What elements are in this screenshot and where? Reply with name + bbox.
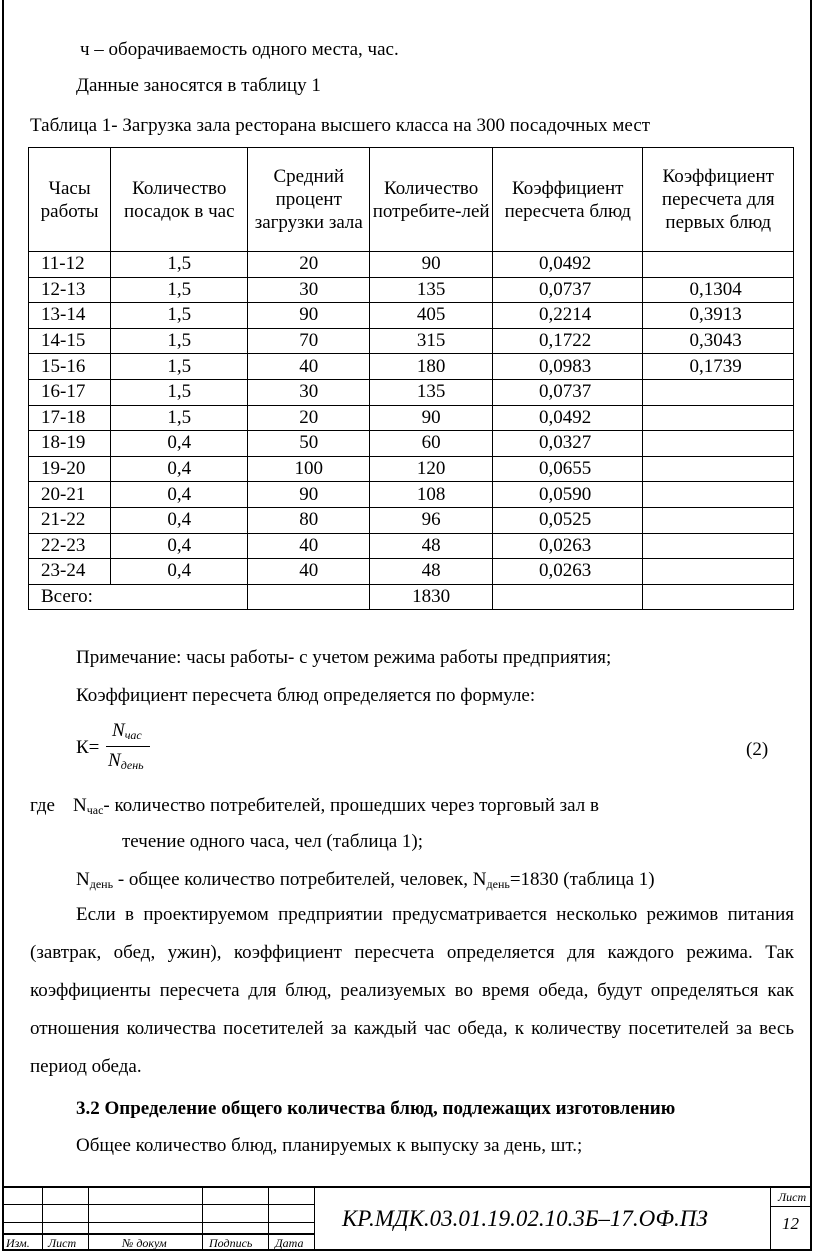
table-cell: 20 xyxy=(248,405,370,431)
table-cell: 0,0737 xyxy=(493,277,643,303)
table-row xyxy=(29,252,794,278)
where-word: где xyxy=(30,795,55,816)
table-cell xyxy=(643,431,794,457)
table-total-row xyxy=(29,584,794,610)
title-block xyxy=(2,1186,812,1251)
table-cell: 60 xyxy=(370,431,493,457)
table-cell: 15-16 xyxy=(29,354,111,380)
table-cell: 30 xyxy=(248,277,370,303)
table-cell: 120 xyxy=(370,456,493,482)
formula-numerator: $N_{час}$ xyxy=(112,720,142,742)
table-cell: 1,5 xyxy=(111,379,248,405)
table-cell: 1,5 xyxy=(111,303,248,329)
table-cell xyxy=(643,379,794,405)
table-cell: 0,0590 xyxy=(493,482,643,508)
table-cell: 135 xyxy=(370,277,493,303)
stamp-label-izm: Изм. xyxy=(6,1236,30,1250)
sheet-number: 12 xyxy=(782,1214,799,1233)
table-cell: 405 xyxy=(370,303,493,329)
table-cell: 48 xyxy=(370,559,493,585)
table-cell: 20 xyxy=(248,252,370,278)
table-cell: 0,3043 xyxy=(643,328,794,354)
table-cell: 11-12 xyxy=(29,252,111,278)
table-cell: 0,4 xyxy=(111,482,248,508)
table-cell: 90 xyxy=(248,482,370,508)
table-cell: 40 xyxy=(248,533,370,559)
header-consumers: Количество потребите-лей xyxy=(370,148,493,252)
table-cell: 1,5 xyxy=(111,328,248,354)
table-cell: 90 xyxy=(370,405,493,431)
document-code: КР.МДК.03.01.19.02.10.3Б–17.ОФ.ПЗ xyxy=(342,1206,708,1231)
table-cell xyxy=(643,405,794,431)
table-cell: 70 xyxy=(248,328,370,354)
table-cell: 40 xyxy=(248,354,370,380)
intro-line-1: ч – оборачиваемость одного места, час. xyxy=(80,39,399,60)
table-cell: 0,2214 xyxy=(493,303,643,329)
table-cell: 19-20 xyxy=(29,456,111,482)
stamp-label-doc: № докум xyxy=(122,1236,167,1250)
table-cell: 22-23 xyxy=(29,533,111,559)
table-cell: 0,0525 xyxy=(493,507,643,533)
header-coefficient-first: Коэффициент пересчета для первых блюд xyxy=(643,148,794,252)
where-n2: $N_{день}$ - общее количество потребителей, человек, $N_{день}=1830$ (таблица 1) xyxy=(76,869,655,891)
stamp-label-date: Дата xyxy=(275,1236,304,1250)
where-n1-cont: течение одного часа, чел (таблица 1); xyxy=(122,831,424,852)
table-row xyxy=(29,405,794,431)
table-cell: 50 xyxy=(248,431,370,457)
table-cell: 12-13 xyxy=(29,277,111,303)
table-cell: 108 xyxy=(370,482,493,508)
table-cell: 0,0983 xyxy=(493,354,643,380)
header-coefficient: Коэффициент пересчета блюд xyxy=(493,148,643,252)
header-hours: Часы работы xyxy=(29,148,111,252)
formula-intro: Коэффициент пересчета блюд определяется по формуле: xyxy=(76,685,536,706)
table-cell: 0,3913 xyxy=(643,303,794,329)
table-cell: 13-14 xyxy=(29,303,111,329)
table-cell: 0,0492 xyxy=(493,252,643,278)
table-cell: 20-21 xyxy=(29,482,111,508)
table-header-row xyxy=(29,148,794,252)
table-cell: 0,0737 xyxy=(493,379,643,405)
table-row xyxy=(29,431,794,457)
table-cell: 17-18 xyxy=(29,405,111,431)
table-cell: 80 xyxy=(248,507,370,533)
table-cell xyxy=(643,456,794,482)
table-cell: 0,1722 xyxy=(493,328,643,354)
total-empty-cell xyxy=(493,584,643,610)
table-cell: 90 xyxy=(370,252,493,278)
table-row xyxy=(29,533,794,559)
table-cell: 0,0263 xyxy=(493,559,643,585)
table-cell: 135 xyxy=(370,379,493,405)
note: Примечание: часы работы- с учетом режима работы предприятия; xyxy=(76,647,612,668)
table-cell xyxy=(643,507,794,533)
table-cell: 0,0655 xyxy=(493,456,643,482)
stamp-label-list: Лист xyxy=(48,1236,77,1250)
table-cell: 21-22 xyxy=(29,507,111,533)
table-cell: 1,5 xyxy=(111,354,248,380)
table-cell: 0,1739 xyxy=(643,354,794,380)
table-row xyxy=(29,482,794,508)
table-cell xyxy=(643,252,794,278)
table-cell: 0,0263 xyxy=(493,533,643,559)
table-cell: 0,0327 xyxy=(493,431,643,457)
total-empty-cell xyxy=(248,584,370,610)
table-cell: 0,4 xyxy=(111,431,248,457)
table-cell: 1,5 xyxy=(111,405,248,431)
table-row xyxy=(29,507,794,533)
fraction-bar xyxy=(106,746,150,747)
total-label: Всего: xyxy=(29,584,248,610)
table-cell: 48 xyxy=(370,533,493,559)
table-row xyxy=(29,354,794,380)
stamp-label-sign: Подпись xyxy=(209,1236,253,1250)
table-cell: 100 xyxy=(248,456,370,482)
total-value: 1830 xyxy=(370,584,493,610)
load-table xyxy=(28,147,794,610)
table-row xyxy=(29,456,794,482)
last-line: Общее количество блюд, планируемых к выпуску за день, шт.; xyxy=(76,1135,583,1156)
table-cell: 1,5 xyxy=(111,277,248,303)
table-row xyxy=(29,303,794,329)
sheet-label: Лист xyxy=(778,1190,807,1204)
table-cell xyxy=(643,482,794,508)
table-cell: 18-19 xyxy=(29,431,111,457)
section-heading: 3.2 Определение общего количества блюд, подлежащих изготовлению xyxy=(76,1098,676,1119)
where-n1: $N_{час}-$ количество потребителей, прошедших через торговый зал в xyxy=(73,795,599,817)
table-cell: 30 xyxy=(248,379,370,405)
header-load-percent: Средний процент загрузки зала xyxy=(248,148,370,252)
table-row xyxy=(29,559,794,585)
table-cell: 0,0492 xyxy=(493,405,643,431)
formula-denominator: $N_{день}$ xyxy=(108,750,144,772)
table-row xyxy=(29,277,794,303)
table-cell: 0,4 xyxy=(111,507,248,533)
table-cell: 40 xyxy=(248,559,370,585)
table-cell: 315 xyxy=(370,328,493,354)
table-row xyxy=(29,379,794,405)
table-cell xyxy=(643,559,794,585)
table-cell: 90 xyxy=(248,303,370,329)
table-cell xyxy=(643,533,794,559)
table-caption: Таблица 1- Загрузка зала ресторана высшего класса на 300 посадочных мест xyxy=(30,115,651,136)
table-cell: 0,1304 xyxy=(643,277,794,303)
formula-lhs: К= xyxy=(76,737,100,758)
table-cell: 1,5 xyxy=(111,252,248,278)
total-empty-cell xyxy=(643,584,794,610)
table-cell: 180 xyxy=(370,354,493,380)
table-cell: 23-24 xyxy=(29,559,111,585)
table-cell: 0,4 xyxy=(111,533,248,559)
table-cell: 0,4 xyxy=(111,456,248,482)
table-cell: 16-17 xyxy=(29,379,111,405)
table-cell: 96 xyxy=(370,507,493,533)
header-seatings: Количество посадок в час xyxy=(111,148,248,252)
table-cell: 0,4 xyxy=(111,559,248,585)
formula-number: (2) xyxy=(746,739,769,760)
paragraph: Если в проектируемом предприятии предусматривается несколько режимов питания (завтрак, обед, ужин), коэффициент пересчета определяется для каждого режима. Так коэффициенты пересчета для блюд, реализуемых во время обеда, будут определяться как отношения количества посетителей за каждый час обеда, к количеству посетителей за весь период обеда. xyxy=(30,904,794,1077)
intro-line-2: Данные заносятся в таблицу 1 xyxy=(76,75,321,96)
table-cell: 14-15 xyxy=(29,328,111,354)
table-row xyxy=(29,328,794,354)
